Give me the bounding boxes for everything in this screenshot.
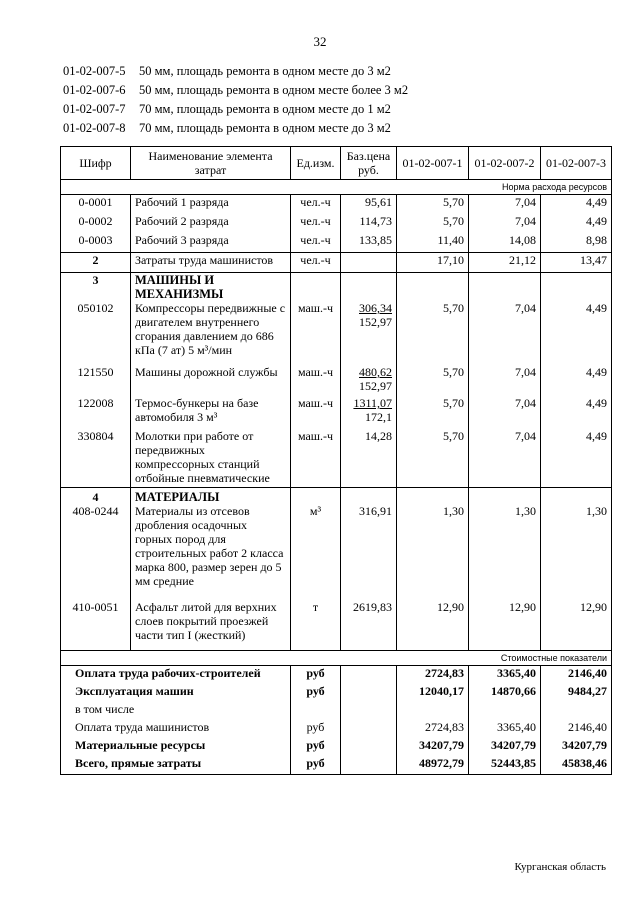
- table-row: 0-0003 Рабочий 3 разряда чел.-ч 133,85 11,40 14,08 8,98: [61, 233, 612, 253]
- cost-label-row: Стоимостные показатели: [61, 651, 612, 666]
- norm-label-row: Норма расхода ресурсов: [61, 180, 612, 195]
- table-row: 330804 Молотки при работе от передвижных компрессорных станций отбойные пневматические маш.-ч 14,28 5,70 7,04 4,49: [61, 424, 612, 488]
- table-header: [61, 147, 612, 180]
- table-row: 122008 Термос-бункеры на базе автомобиля 3 м³ маш.-ч 1311,07 172,1 5,70 7,04 4,49: [61, 393, 612, 424]
- intro-line: 01-02-007-7 70 мм, площадь ремонта в одном месте до 1 м2: [63, 102, 391, 116]
- page-number: 32: [313, 34, 327, 49]
- header-unit: Ед.изм.: [291, 147, 341, 180]
- header-code: Шифр: [61, 147, 131, 180]
- cost-row: Материальные ресурсы руб 34207,79 34207,79 34207,79: [61, 738, 612, 756]
- intro-line: 01-02-007-6 50 мм, площадь ремонта в одном месте более 3 м2: [63, 83, 409, 97]
- footer-region: Курганская область: [514, 861, 606, 873]
- header-name: Наименование элемента затрат: [131, 147, 291, 180]
- materials-section-row: 4 МАТЕРИАЛЫ: [61, 488, 612, 505]
- table-row: 050102 Компрессоры передвижные с двигателем внутреннего сгорания давлением до 686 кПа (7 ат) 5 м³/мин маш.-ч 306,34 152,97 5,70 7,04 4,49: [61, 301, 612, 357]
- table-row: 121550 Машины дорожной службы маш.-ч 480,62 152,97 5,70 7,04 4,49: [61, 357, 612, 393]
- resource-table: [60, 146, 612, 775]
- header-col2: 01-02-007-2: [469, 147, 541, 180]
- header-col1: 01-02-007-1: [397, 147, 469, 180]
- table-row: 408-0244 Материалы из отсевов дробления осадочных горных пород для строительных работ 2 класса марка 800, размер зерен до 5 мм средние м³ 316,91 1,30 1,30 1,30: [61, 504, 612, 588]
- intro-line: 01-02-007-8 70 мм, площадь ремонта в одном месте до 3 м2: [63, 121, 391, 135]
- cost-row: Оплата труда рабочих-строителей руб 2724,83 3365,40 2146,40: [61, 666, 612, 685]
- cost-row: в том числе: [61, 702, 612, 720]
- intro-line: 01-02-007-5 50 мм, площадь ремонта в одном месте до 3 м2: [63, 64, 391, 78]
- header-col3: 01-02-007-3: [541, 147, 612, 180]
- cost-row: Всего, прямые затраты руб 48972,79 52443,85 45838,46: [61, 756, 612, 775]
- cost-row: Оплата труда машинистов руб 2724,83 3365,40 2146,40: [61, 720, 612, 738]
- cost-row: Эксплуатация машин руб 12040,17 14870,66 9484,27: [61, 684, 612, 702]
- table-row: 0-0002 Рабочий 2 разряда чел.-ч 114,73 5,70 7,04 4,49: [61, 214, 612, 233]
- table-row: 0-0001 Рабочий 1 разряда чел.-ч 95,61 5,70 7,04 4,49: [61, 195, 612, 215]
- header-price: Баз.цена руб.: [341, 147, 397, 180]
- table-row: 410-0051 Асфальт литой для верхних слоев покрытий проезжей части тип I (жесткий) т 2619,83 12,90 12,90 12,90: [61, 588, 612, 651]
- machines-section-row: 3 МАШИНЫ И МЕХАНИЗМЫ: [61, 273, 612, 302]
- machinists-row: 2 Затраты труда машинистов чел.-ч 17,10 21,12 13,47: [61, 253, 612, 273]
- intro-lines: [63, 62, 408, 138]
